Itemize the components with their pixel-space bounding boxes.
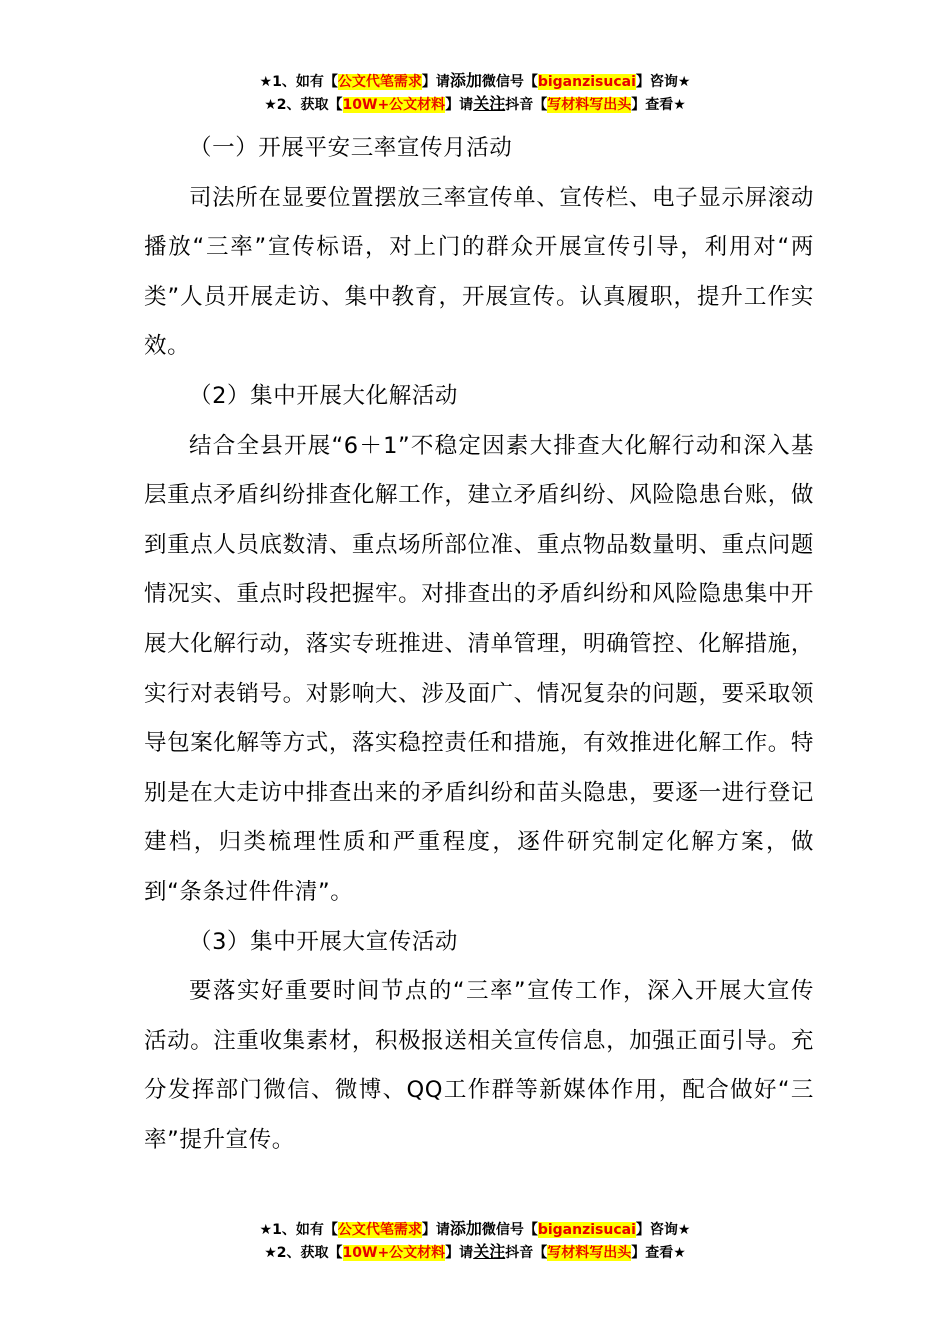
paragraph-3: 要落实好重要时间节点的“三率”宣传工作，深入开展大宣传活动。注重收集素材，积极报送相关宣传信息，加强正面引导。充分发挥部门微信、微博、QQ工作群等新媒体作用，配合做好“三率”提升宣传。 [144,978,814,1153]
promo-text: 抖音【 [505,97,548,113]
promo-text-underlined: 关注 [473,1242,506,1261]
section-heading-2: （2）集中开展大化解活动 [189,382,459,409]
promo-text: 】咨询★ [635,1222,691,1238]
promo-highlight-service: 公文代笔需求 [337,1222,422,1238]
promo-text-bold: 添加 [449,1219,482,1238]
promo-highlight-wechat: biganzisucai [537,1222,636,1238]
promo-text: 微信号【 [481,1222,538,1238]
bottom-promo-banner [0,1218,950,1264]
promo-text: ★2、获取【 [264,97,343,113]
promo-line-2 [0,93,950,116]
top-promo-banner [0,70,950,116]
promo-text: 微信号【 [481,74,538,90]
promo-text: 】请 [445,1245,474,1261]
paragraph-2: 结合全县开展“6＋1”不稳定因素大排查大化解行动和深入基层重点矛盾纠纷排查化解工作，建立矛盾纠纷、风险隐患台账，做到重点人员底数清、重点场所部位准、重点物品数量明、重点问题情况实、重点时段把握牢。对排查出的矛盾纠纷和风险隐患集中开展大化解行动，落实专班推进、清单管理，明确管控、化解措施，实行对表销号。对影响大、涉及面广、情况复杂的问题，要采取领导包案化解等方式，落实稳控责任和措施，有效推进化解工作。特别是在大走访中排查出来的矛盾纠纷和苗头隐患，要逐一进行登记建档，归类梳理性质和严重程度，逐件研究制定化解方案，做到“条条过件件清”。 [144,432,814,905]
promo-text: 】咨询★ [635,74,691,90]
promo-line-2 [0,1241,950,1264]
promo-text: 】请 [421,1222,450,1238]
promo-text: 】查看★ [631,1245,686,1261]
promo-text: 】查看★ [631,97,686,113]
promo-text: ★1、如有【 [259,1222,338,1238]
promo-text: ★1、如有【 [259,74,338,90]
document-body [144,124,814,1165]
promo-text-bold: 添加 [449,71,482,90]
promo-text: 抖音【 [505,1245,548,1261]
promo-line-1 [0,70,950,93]
promo-highlight-materials: 10W+公文材料 [342,1245,446,1261]
promo-highlight-materials: 10W+公文材料 [342,97,446,113]
promo-highlight-service: 公文代笔需求 [337,74,422,90]
promo-text: 】请 [421,74,450,90]
promo-text: 】请 [445,97,474,113]
section-heading-3: （3）集中开展大宣传活动 [189,928,459,955]
section-heading-1: （一）开展平安三率宣传月活动 [189,135,513,161]
promo-line-1 [0,1218,950,1241]
promo-highlight-douyin: 写材料写出头 [547,1245,632,1261]
promo-text: ★2、获取【 [264,1245,343,1261]
promo-text-underlined: 关注 [473,94,506,113]
promo-highlight-douyin: 写材料写出头 [547,97,632,113]
paragraph-1: 司法所在显要位置摆放三率宣传单、宣传栏、电子显示屏滚动播放“三率”宣传标语，对上门的群众开展宣传引导，利用对“两类”人员开展走访、集中教育，开展宣传。认真履职，提升工作实效。 [144,184,814,360]
promo-highlight-wechat: biganzisucai [537,74,636,90]
